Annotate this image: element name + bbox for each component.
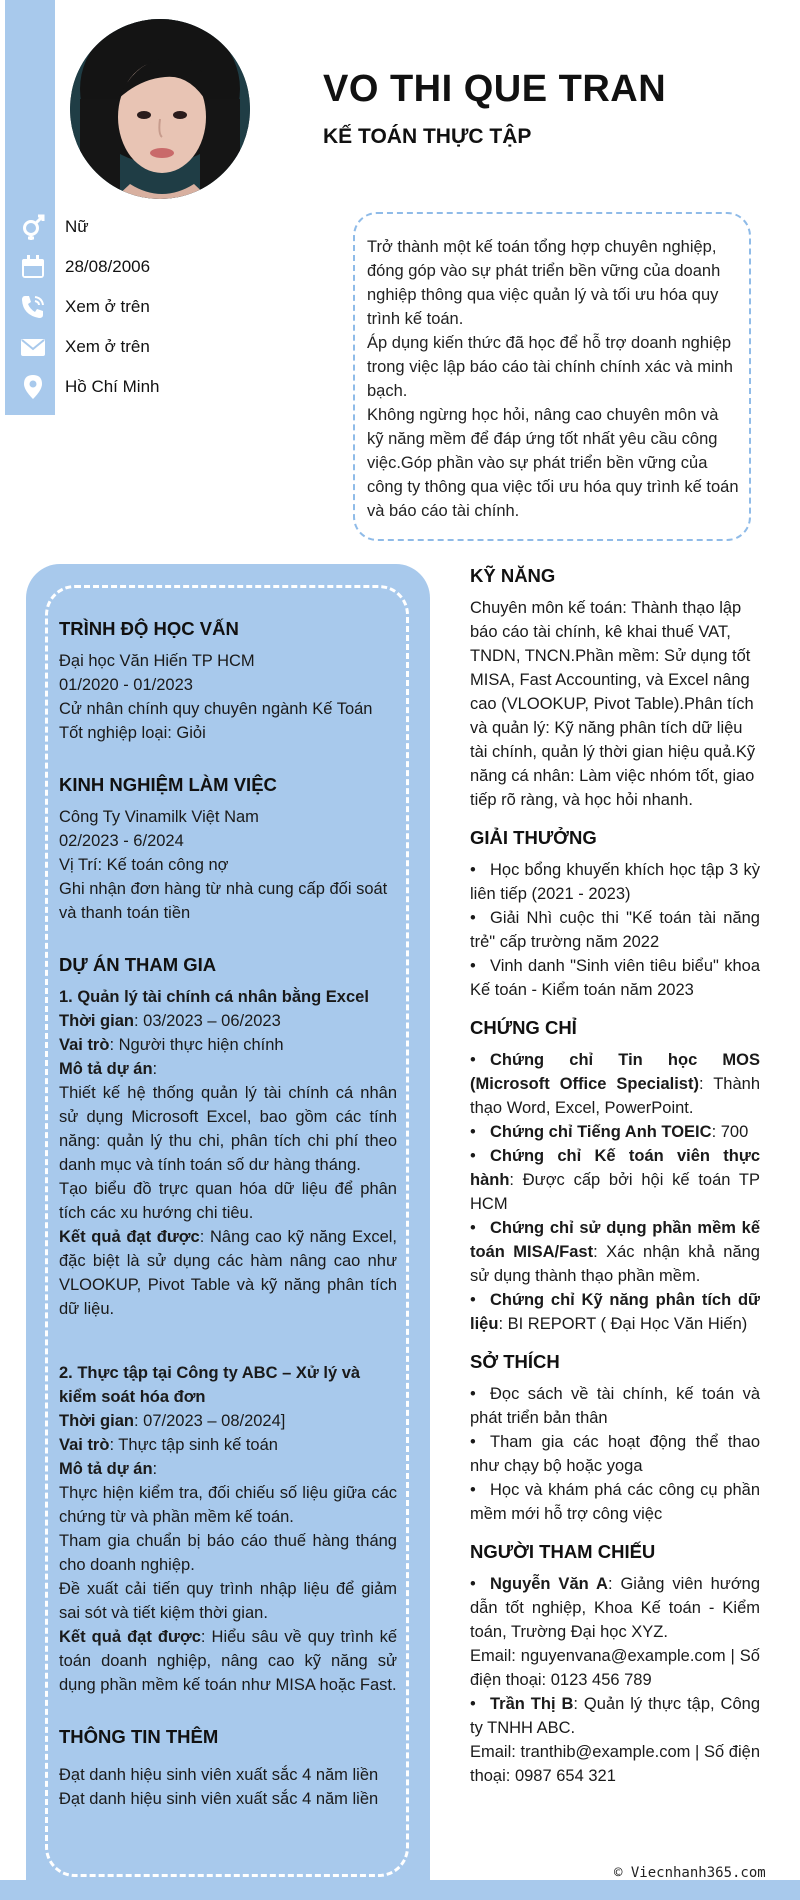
education-line: Tốt nghiệp loại: Giỏi [59,724,206,742]
project-result [59,1225,397,1321]
right-column [470,564,760,1802]
field-label: Kết quả đạt được [59,1228,200,1246]
project-time [59,1409,397,1433]
project-result [59,1625,397,1697]
location-pin-icon [18,372,48,402]
objective-paragraph: Áp dụng kiến thức đã học để hỗ trợ doanh nghiệp trong việc lập báo cáo tài chính chính xác và minh bạch. [367,334,733,400]
field-value: : Người thực hiện chính [109,1036,284,1054]
field-value: : [152,1460,158,1478]
experience-section [59,773,397,925]
certificates-section [470,1016,760,1336]
contact-birthday-text: 28/08/2006 [65,257,151,276]
education-line: Cử nhân chính quy chuyên ngành Kế Toán [59,700,373,718]
project-role [59,1033,397,1057]
contact-gender [18,212,218,242]
experience-description: Ghi nhận đơn hàng từ nhà cung cấp đối soát và thanh toán tiền [59,880,388,922]
contact-email-text: Xem ở trên [65,337,150,356]
experience-position: Vị Trí: Kế toán công nợ [59,856,229,874]
education-line: Đại học Văn Hiến TP HCM [59,652,255,670]
project-desc: Thiết kế hệ thống quản lý tài chính cá nhân sử dụng Microsoft Excel, bao gồm các tính năng: quản lý thu chi, phân tích chi phí theo danh mục và tính toán số dư hàng tháng. [59,1084,397,1174]
field-label: Vai trò [59,1436,110,1454]
list-item: • Nguyễn Văn A: Giảng viên hướng dẫn tốt nghiệp, Khoa Kế toán - Kiểm toán, Trường Đại học XYZ. [470,1575,760,1641]
candidate-name: VO THI QUE TRAN [323,68,667,110]
project-desc: Đề xuất cải tiến quy trình nhập liệu để giảm sai sót và tiết kiệm thời gian. [59,1580,397,1622]
footer-watermark: © Viecnhanh365.com [614,1865,766,1881]
field-label: Thời gian [59,1412,134,1430]
list-item: • Chứng chỉ Kế toán viên thực hành: Được cấp bởi hội kế toán TP HCM [470,1147,760,1213]
field-value: : Thực tập sinh kế toán [109,1436,278,1454]
objective-paragraph: Không ngừng học hỏi, nâng cao chuyên môn và kỹ năng mềm để đáp ứng tốt nhất yêu cầu công việc.Góp phần vào sự phát triển bền vững của công ty thông qua việc tối ưu hóa quy trình kế toán và báo cáo tài chính. [367,406,739,520]
list-item: • Chứng chỉ Tin học MOS (Microsoft Office Specialist): Thành thạo Word, Excel, PowerPoint. [470,1051,760,1117]
phone-icon [18,292,48,322]
contact-email [18,332,218,362]
skills-text: Chuyên môn kế toán: Thành thạo lập báo cáo tài chính, kê khai thuế VAT, TNDN, TNCN.Phần mềm: Sử dụng tốt MISA, Fast Accounting, và Excel nâng cao (VLOOKUP, Pivot Table).Phân tích và quản lý: Kỹ năng phân tích dữ liệu tài chính, quản lý thời gian hiệu quả.Kỹ năng cá nhân: Làm việc nhóm tốt, giao tiếp rõ ràng, và học hỏi nhanh. [470,599,756,809]
field-value: : Nâng cao kỹ năng Excel, đặc biệt là sử dụng các hàm nâng cao như VLOOKUP, Pivot Table và kỹ năng phân tích dữ liệu. [59,1228,397,1318]
project-desc: Thực hiện kiểm tra, đối chiếu số liệu giữa các chứng từ và phần mềm kế toán. [59,1484,397,1526]
list-item: • Chứng chỉ Tiếng Anh TOEIC: 700 [470,1123,749,1141]
project-title: 1. Quản lý tài chính cá nhân bằng Excel [59,988,369,1006]
career-objective [353,212,751,541]
list-item: • Vinh danh "Sinh viên tiêu biểu" khoa Kế toán - Kiểm toán năm 2023 [470,957,760,999]
contact-gender-text: Nữ [65,217,89,236]
contact-address-text: Hồ Chí Minh [65,377,160,396]
list-item: • Đọc sách về tài chính, kế toán và phát triển bản thân [470,1385,760,1427]
education-line: 01/2020 - 01/2023 [59,676,193,694]
section-heading: CHỨNG CHỈ [470,1017,577,1038]
experience-company: Công Ty Vinamilk Việt Nam [59,808,259,826]
left-column [59,617,397,1811]
project-desc-label [59,1457,397,1481]
contact-phone [18,292,218,322]
section-heading: KỸ NĂNG [470,565,556,586]
profile-photo [70,19,250,199]
extra-info-section [59,1725,397,1811]
experience-period: 02/2023 - 6/2024 [59,832,184,850]
extra-line: Đạt danh hiệu sinh viên xuất sắc 4 năm liền [59,1766,379,1784]
field-label: Kết quả đạt được [59,1628,201,1646]
section-heading: SỞ THÍCH [470,1351,560,1372]
reference-contact: Email: nguyenvana@example.com | Số điện thoại: 0123 456 789 [470,1647,760,1689]
field-value: : 07/2023 – 08/2024] [133,1412,286,1430]
project-desc: Tham gia chuẩn bị báo cáo thuế hàng tháng cho doanh nghiệp. [59,1532,397,1574]
hobbies-section [470,1350,760,1526]
field-label: Mô tả dự án [59,1460,153,1478]
education-section [59,617,397,745]
list-item: • Trần Thị B: Quản lý thực tập, Công ty TNHH ABC. [470,1695,760,1737]
avatar [70,19,250,199]
section-heading: NGƯỜI THAM CHIẾU [470,1541,656,1562]
field-label: Thời gian [59,1012,134,1030]
project-time [59,1009,397,1033]
list-item: • Tham gia các hoạt động thể thao như chạy bộ hoặc yoga [470,1433,760,1475]
field-value: : Hiểu sâu về quy trình kế toán doanh nghiệp, nâng cao kỹ năng sử dụng phần mềm kế toán như MISA hoặc Fast. [59,1628,397,1694]
section-heading: GIẢI THƯỞNG [470,827,597,848]
field-label: Mô tả dự án [59,1060,153,1078]
mail-icon [18,332,48,362]
skills-section [470,564,760,812]
project-desc: Tạo biểu đồ trực quan hóa dữ liệu để phân tích các xu hướng chi tiêu. [59,1180,397,1222]
section-heading: DỰ ÁN THAM GIA [59,954,217,975]
list-item: • Chứng chỉ Kỹ năng phân tích dữ liệu: BI REPORT ( Đại Học Văn Hiến) [470,1291,760,1333]
field-label: Vai trò [59,1036,110,1054]
section-heading: TRÌNH ĐỘ HỌC VẤN [59,618,239,639]
projects-section [59,953,397,1697]
calendar-icon [18,252,48,282]
project-desc-label [59,1057,397,1081]
project-title: 2. Thực tập tại Công ty ABC – Xử lý và kiểm soát hóa đơn [59,1364,361,1406]
job-title: KẾ TOÁN THỰC TẬP [323,125,532,148]
bottom-accent-bar [0,1880,800,1900]
contact-phone-text: Xem ở trên [65,297,150,316]
section-heading: KINH NGHIỆM LÀM VIỆC [59,774,277,795]
project-role [59,1433,397,1457]
list-item: • Giải Nhì cuộc thi "Kế toán tài năng trẻ" cấp trường năm 2022 [470,909,760,951]
field-value: : 03/2023 – 06/2023 [133,1012,281,1030]
gender-icon [18,212,48,242]
field-value: : [152,1060,158,1078]
section-heading: THÔNG TIN THÊM [59,1726,219,1747]
reference-contact: Email: tranthib@example.com | Số điện thoại: 0987 654 321 [470,1743,760,1785]
contact-address [18,372,218,402]
awards-section [470,826,760,1002]
list-item: • Chứng chỉ sử dụng phần mềm kế toán MISA/Fast: Xác nhận khả năng sử dụng thành thạo phần mềm. [470,1219,760,1285]
contact-birthday [18,252,218,282]
extra-line: Đạt danh hiệu sinh viên xuất sắc 4 năm liền [59,1790,379,1808]
references-section [470,1540,760,1788]
list-item: • Học bổng khuyến khích học tập 3 kỳ liên tiếp (2021 - 2023) [470,861,760,903]
list-item: • Học và khám phá các công cụ phần mềm mới hỗ trợ công việc [470,1481,760,1523]
objective-paragraph: Trở thành một kế toán tổng hợp chuyên nghiệp, đóng góp vào sự phát triển bền vững của doanh nghiệp thông qua việc quản lý và tối ưu hóa quy trình kế toán. [367,238,721,328]
